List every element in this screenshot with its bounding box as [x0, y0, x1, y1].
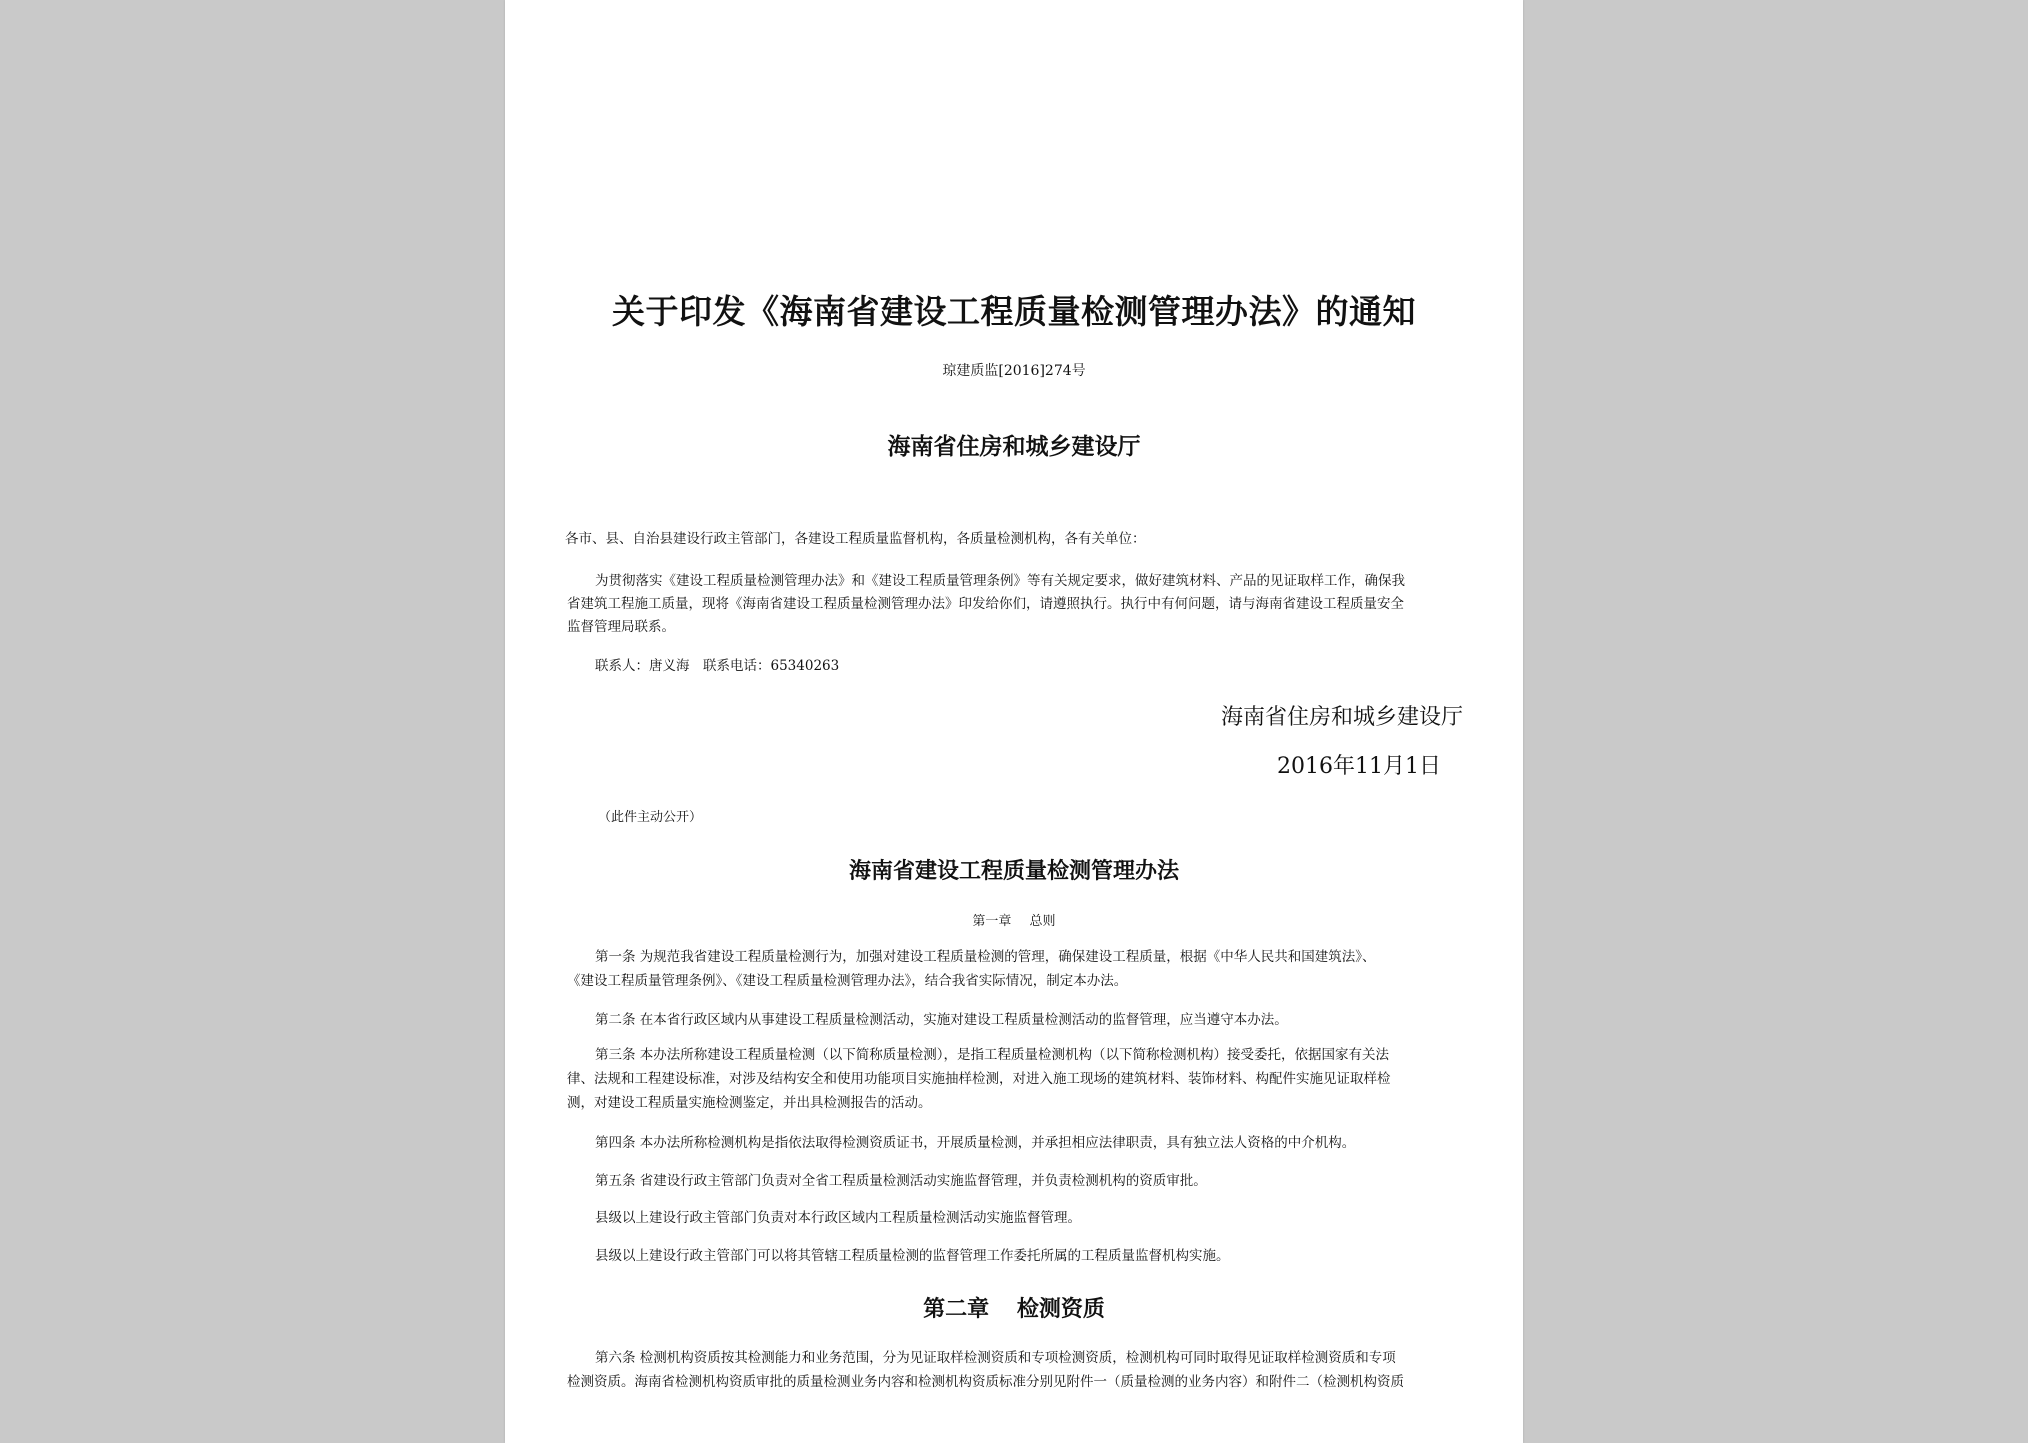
article-line: 第六条 检测机构资质按其检测能力和业务范围，分为见证取样检测资质和专项检测资质，检测机构可同时取得见证取样检测资质和专项	[595, 1350, 1396, 1366]
notice-paragraph-line: 为贯彻落实《建设工程质量检测管理办法》和《建设工程质量管理条例》等有关规定要求，做好建筑材料、产品的见证取样工作，确保我	[595, 573, 1405, 589]
article-line: 县级以上建设行政主管部门可以将其管辖工程质量检测的监督管理工作委托所属的工程质量监督机构实施。	[595, 1248, 1230, 1264]
article-line: 县级以上建设行政主管部门负责对本行政区域内工程质量检测活动实施监督管理。	[595, 1210, 1081, 1226]
signature-organization: 海南省住房和城乡建设厅	[1220, 705, 1463, 730]
article-line: 第四条 本办法所称检测机构是指依法取得检测资质证书，开展质量检测，并承担相应法律职责，具有独立法人资格的中介机构。	[595, 1135, 1356, 1151]
article-line: 测，对建设工程质量实施检测鉴定，并出具检测报告的活动。	[567, 1095, 932, 1111]
notice-paragraph-line: 省建筑工程施工质量，现将《海南省建设工程质量检测管理办法》印发给你们，请遵照执行。执行中有何问题，请与海南省建设工程质量安全	[567, 596, 1404, 612]
notice-paragraph-line: 监督管理局联系。	[567, 619, 675, 635]
chapter-heading: 第二章 检测资质	[923, 1296, 1105, 1322]
article-line: 第一条 为规范我省建设工程质量检测行为，加强对建设工程质量检测的管理，确保建设工程质量，根据《中华人民共和国建筑法》、	[595, 949, 1376, 965]
measures-title: 海南省建设工程质量检测管理办法	[848, 858, 1179, 884]
addressee-line: 各市、县、自治县建设行政主管部门，各建设工程质量监督机构，各质量检测机构，各有关单位：	[565, 531, 1146, 547]
article-line: 第五条 省建设行政主管部门负责对全省工程质量检测活动实施监督管理，并负责检测机构的资质审批。	[595, 1173, 1207, 1189]
issuer-heading: 海南省住房和城乡建设厅	[887, 433, 1141, 460]
article-line: 检测资质。海南省检测机构资质审批的质量检测业务内容和检测机构资质标准分别见附件一（质量检测的业务内容）和附件二（检测机构资质	[567, 1374, 1404, 1390]
article-line: 《建设工程质量管理条例》、《建设工程质量检测管理办法》，结合我省实际情况，制定本办法。	[567, 973, 1128, 989]
signature-date: 2016年11月1日	[1277, 754, 1441, 779]
notice-title: 关于印发《海南省建设工程质量检测管理办法》的通知	[612, 292, 1416, 331]
article-line: 律、法规和工程建设标准，对涉及结构安全和使用功能项目实施抽样检测，对进入施工现场的建筑材料、装饰材料、构配件实施见证取样检	[567, 1071, 1391, 1087]
chapter-heading: 第一章 总则	[972, 914, 1056, 929]
article-line: 第三条 本办法所称建设工程质量检测（以下简称质量检测），是指工程质量检测机构（以下简称检测机构）接受委托，依据国家有关法	[595, 1047, 1390, 1063]
document-number: 琼建质监[2016]274号	[942, 363, 1086, 379]
document-page	[505, 0, 1523, 1443]
article-line: 第二条 在本省行政区域内从事建设工程质量检测活动，实施对建设工程质量检测活动的监督管理，应当遵守本办法。	[595, 1012, 1288, 1028]
public-disclosure-note: （此件主动公开）	[598, 810, 703, 825]
contact-line: 联系人：唐义海 联系电话：65340263	[595, 658, 840, 674]
